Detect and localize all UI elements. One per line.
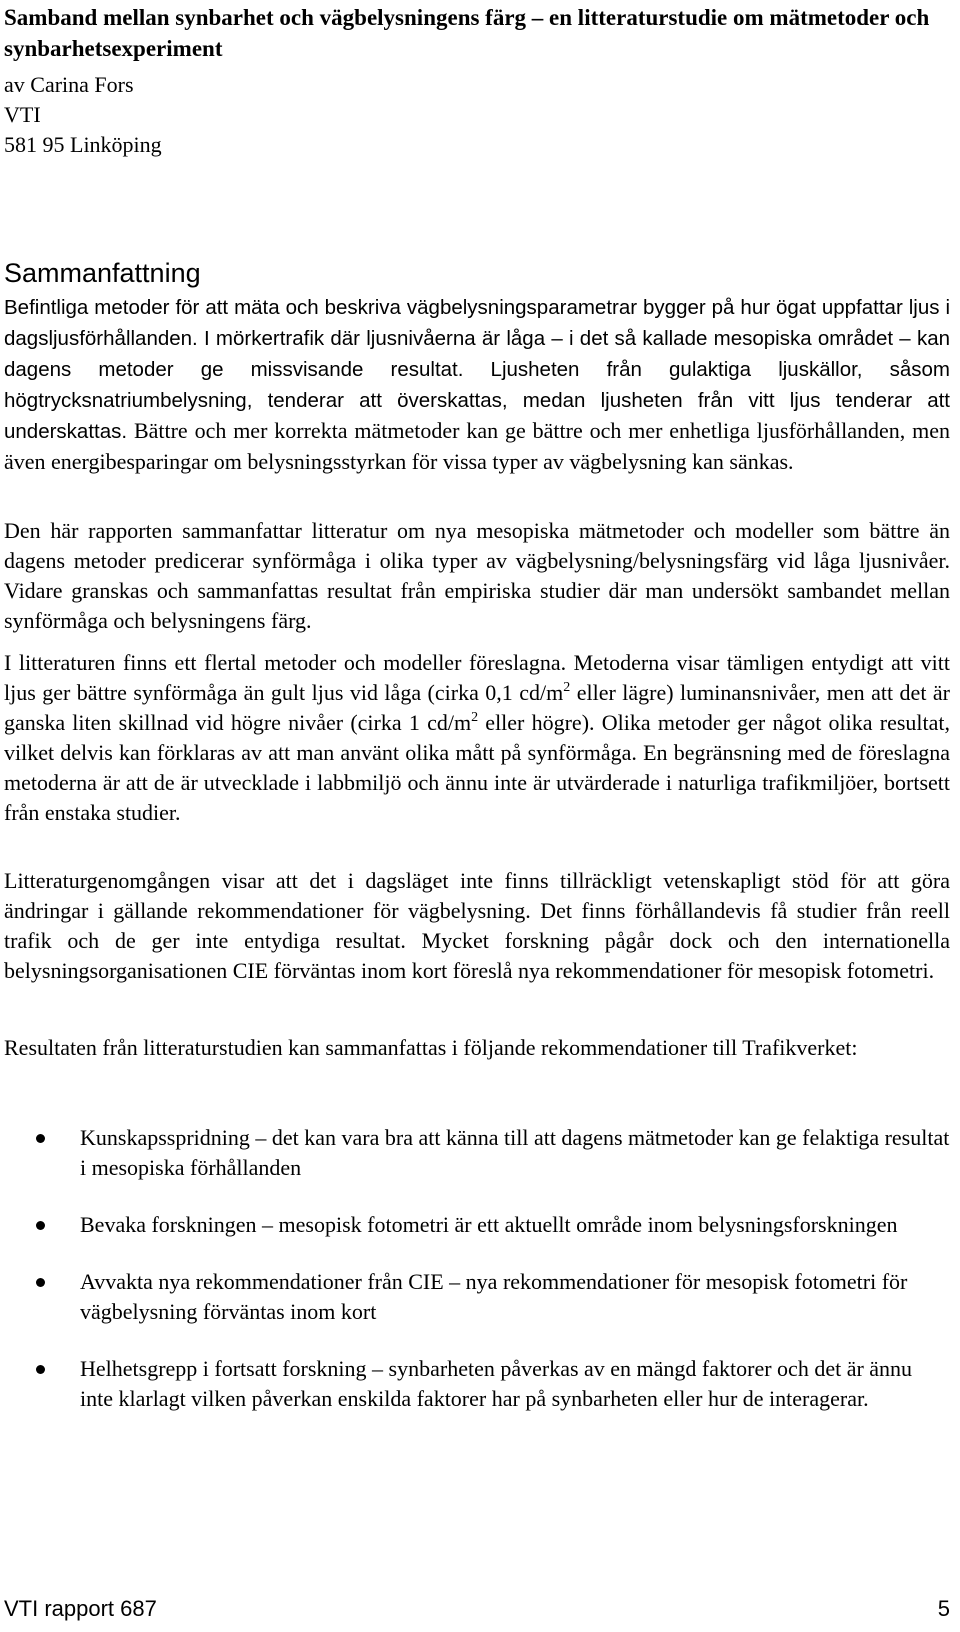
page-footer bbox=[4, 1594, 950, 1624]
bullet-icon bbox=[36, 1134, 45, 1143]
list-item bbox=[0, 1267, 950, 1327]
document-title: Samband mellan synbarhet och vägbelysningens färg – en litteraturstudie om mätmetoder och synbarhetsexperiment bbox=[4, 5, 930, 61]
list-item-text: Kunskapsspridning – det kan vara bra att känna till att dagens mätmetoder kan ge felaktiga resultat i mesopiska förhållanden bbox=[80, 1125, 950, 1180]
superscript-2: 2 bbox=[471, 710, 479, 725]
report-label: VTI rapport 687 bbox=[4, 1596, 157, 1621]
summary-paragraph-4 bbox=[4, 866, 950, 986]
list-item bbox=[0, 1354, 950, 1414]
summary-paragraph-4-text-a: Litteraturgenomgången visar att det i dagsläget inte finns tillräckligt vetenskapligt stöd för att göra ändringar i gällande rekommendationer för vägbelysning. bbox=[4, 868, 950, 923]
bullet-icon bbox=[36, 1365, 45, 1374]
recommendation-list bbox=[0, 1123, 960, 1441]
bullet-icon bbox=[36, 1278, 45, 1287]
summary-paragraph-5: Resultaten från litteraturstudien kan sammanfattas i följande rekommendationer till Trafikverket: bbox=[4, 1035, 858, 1060]
summary-paragraph-4-text-c: Mycket forskning pågår dock och den internationella belysningsorganisationen CIE förväntas inom kort föreslå nya rekommendationer för mesopisk fotometri. bbox=[4, 928, 950, 983]
summary-paragraph-3 bbox=[4, 648, 950, 828]
summary-paragraph-2-text-b: Vidare granskas och sammanfattas resultat från empiriska studier där man undersökt sambandet mellan synförmåga och belysningens färg. bbox=[4, 578, 950, 633]
summary-paragraph-3-text-d: eller högre). bbox=[478, 710, 595, 735]
list-item bbox=[0, 1210, 950, 1240]
author-line: av Carina Fors bbox=[4, 72, 134, 97]
list-item-text: Helhetsgrepp i fortsatt forskning – synbarheten påverkas av en mängd faktorer och det är ännu inte klarlagt vilken påverkan enskilda faktorer har på synbarheten eller hur de interagerar. bbox=[80, 1356, 913, 1411]
summary-paragraph-3-text-f: En begränsning med de föreslagna metoderna är att de är utvecklade i labbmiljö och ännu inte är utvärderade i naturliga trafikmiljöer, bortsett från enstaka studier. bbox=[4, 740, 950, 825]
summary-paragraph-3-text-c: eller lägre) luminansnivåer, men att det är ganska liten skillnad vid högre nivåer (cirka 1 cd/m bbox=[4, 680, 950, 735]
summary-paragraph-1 bbox=[4, 292, 950, 477]
summary-paragraph-3-text-b: Metoderna visar tämligen entydigt att vitt ljus ger bättre synförmåga än gult ljus vid låga (cirka 0,1 cd/m bbox=[4, 650, 951, 705]
page-number: 5 bbox=[937, 1596, 950, 1621]
list-item bbox=[0, 1123, 950, 1183]
summary-paragraph-2-text-a: Den här rapporten sammanfattar litteratur om nya mesopiska mätmetoder och modeller som bättre än dagens metoder predicerar synförmåga i olika typer av vägbelysning/belysningsfärg vid låga ljusnivåer. bbox=[4, 518, 950, 573]
list-item-text: Avvakta nya rekommendationer från CIE – nya rekommendationer för mesopisk fotometri för vägbelysning förväntas inom kort bbox=[80, 1269, 908, 1324]
superscript-2: 2 bbox=[563, 680, 571, 695]
summary-paragraph-1-serif-text: Bättre och mer korrekta mätmetoder kan ge bättre och mer enhetliga ljusförhållanden, men även energibesparingar om belysningsstyrkan för vissa typer av vägbelysning kan sänkas. bbox=[4, 418, 950, 474]
section-heading: Sammanfattning bbox=[4, 258, 201, 288]
list-item-text: Bevaka forskningen – mesopisk fotometri är ett aktuellt område inom belysningsforskningen bbox=[80, 1212, 898, 1237]
summary-paragraph-3-text-a: I litteraturen finns ett flertal metoder och modeller föreslagna. bbox=[4, 650, 567, 675]
summary-paragraph-3-text-e: Olika metoder ger något olika resultat, vilket delvis kan förklaras av att man använt olika mått på synförmåga. bbox=[4, 710, 951, 765]
organization: VTI bbox=[4, 102, 41, 127]
bullet-icon bbox=[36, 1221, 45, 1230]
address: 581 95 Linköping bbox=[4, 132, 162, 157]
summary-paragraph-4-text-b: Det finns förhållandevis få studier från reell trafik och de ger inte entydiga resultat. bbox=[4, 898, 950, 953]
summary-paragraph-2 bbox=[4, 516, 950, 636]
summary-paragraph-1-sans-text: Befintliga metoder för att mäta och beskriva vägbelysningsparametrar bygger på hur ögat uppfattar ljus i dagsljusförhållanden. I mörkertrafik där ljusnivåerna är låga – i det så kallade mesopiska området – kan dagens metoder ge missvisande resultat. Ljusheten från gulaktiga ljuskällor, såsom högtrycksnatriumbelysning, tenderar att överskattas, medan ljusheten från vitt ljus tenderar att underskattas. bbox=[4, 296, 950, 443]
